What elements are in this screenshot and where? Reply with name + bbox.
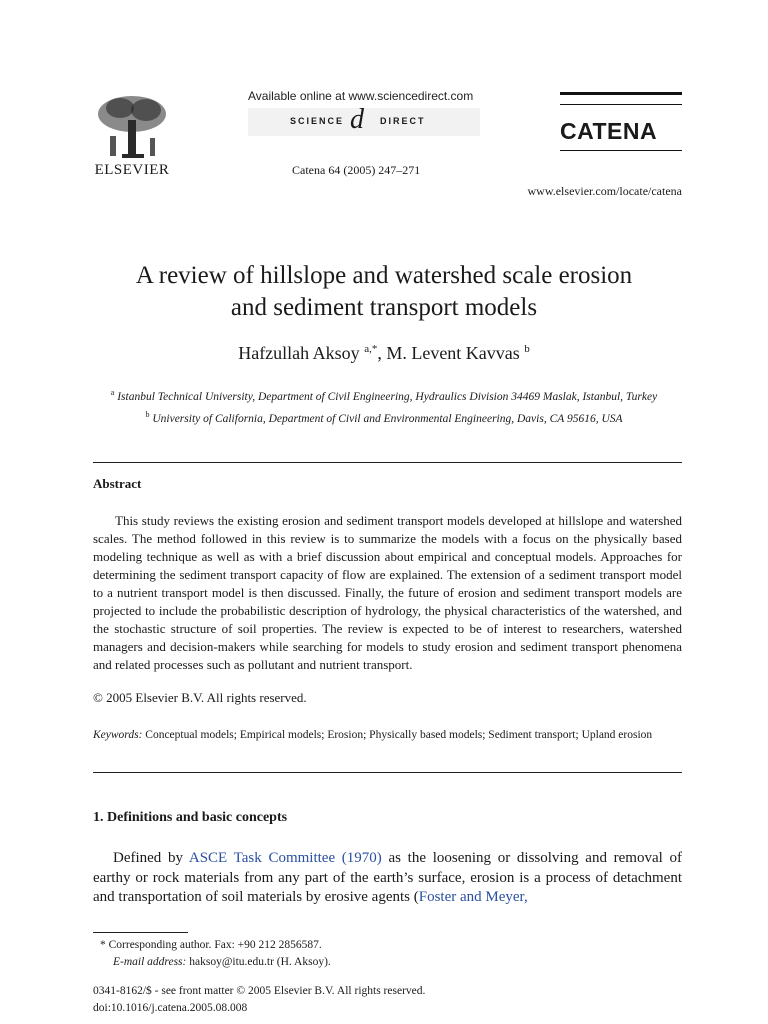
journal-url[interactable]: www.elsevier.com/locate/catena bbox=[527, 184, 682, 198]
affiliation-a bbox=[60, 384, 708, 406]
affiliation-a-mark: a bbox=[110, 388, 115, 397]
keywords bbox=[93, 727, 682, 744]
journal-rule-top bbox=[560, 92, 682, 105]
corresponding-author-note: * Corresponding author. Fax: +90 212 2856587. bbox=[100, 939, 322, 951]
abstract-top-rule bbox=[93, 462, 682, 463]
article-title bbox=[80, 260, 688, 324]
title-line-2: and sediment transport models bbox=[230, 294, 538, 321]
author-separator: , bbox=[377, 343, 387, 363]
body-paragraph bbox=[93, 849, 682, 908]
affiliation-b-mark: b bbox=[145, 409, 150, 419]
email-note bbox=[100, 954, 331, 971]
sd-logo-at: d bbox=[350, 104, 364, 135]
author-2-affiliation-mark: b bbox=[524, 343, 530, 355]
doi-line: doi:10.1016/j.catena.2005.08.008 bbox=[93, 1002, 248, 1014]
abstract-heading: Abstract bbox=[93, 476, 142, 491]
abstract-text: This study reviews the existing erosion and sediment transport models developed at hillslope and watershed scales. The method followed in this review is to summarize the models with a focus on the physically based modeling technique as well as with a brief discussion about empirical and conceptual models. Approaches for determining the sediment transport capacity of flow are explained. The extension of a sediment transport model to a nutrient transport model is then discussed. Finally, the future of erosion and sediment transport models are projected to include the probabilistic description of hydrology, the physical characteristics of the watershed, and the stochastic structure of soil properties. The review is expected to be of interest to researchers, watershed managers and decision-makers while searching for models to study erosion and sediment transport phenomena and related processes such as pollutant and nutrient transport. bbox=[93, 513, 682, 672]
affiliation-a-text: Istanbul Technical University, Department of Civil Engineering, Hydraulics Division 34469 Maslak, Istanbul, Turkey bbox=[117, 390, 658, 403]
affiliations bbox=[60, 384, 708, 428]
citation-link-asce[interactable]: ASCE Task Committee (1970) bbox=[188, 850, 382, 866]
footnote-rule bbox=[93, 932, 188, 933]
affiliation-b bbox=[60, 406, 708, 428]
publisher-name: ELSEVIER bbox=[94, 162, 170, 178]
available-online-text: Available online at www.sciencedirect.com bbox=[248, 89, 474, 103]
section-heading: 1. Definitions and basic concepts bbox=[93, 810, 288, 825]
journal-citation: Catena 64 (2005) 247–271 bbox=[292, 163, 421, 177]
sd-logo-right: DIRECT bbox=[380, 116, 426, 126]
keywords-label: Keywords: bbox=[93, 729, 143, 741]
abstract-bottom-rule bbox=[93, 772, 682, 773]
sciencedirect-logo bbox=[248, 104, 480, 136]
paragraph-text-1: Defined by bbox=[113, 850, 189, 866]
abstract-copyright: © 2005 Elsevier B.V. All rights reserved. bbox=[93, 690, 307, 705]
affiliation-b-text: University of California, Department of Civil and Environmental Engineering, Davis, CA 95616, USA bbox=[152, 412, 623, 425]
email-label: E-mail address: bbox=[113, 956, 187, 968]
author-2: M. Levent Kavvas bbox=[386, 343, 520, 363]
author-1-affiliation-mark: a,* bbox=[364, 343, 378, 355]
author-list bbox=[80, 343, 688, 364]
journal-rule-bottom bbox=[560, 150, 682, 151]
email-address: haksoy@itu.edu.tr (H. Aksoy). bbox=[186, 956, 331, 968]
issn-line: 0341-8162/$ - see front matter © 2005 Elsevier B.V. All rights reserved. bbox=[93, 985, 426, 997]
keywords-list: Conceptual models; Empirical models; Erosion; Physically based models; Sediment transport; Upland erosion bbox=[142, 729, 653, 741]
author-1: Hafzullah Aksoy bbox=[238, 343, 360, 363]
paragraph-text-2: as the loosening or dissolving and removal of earthy or rock materials from any part of the earth’s surface, erosion is a process of detachment and transportation of soil materials by erosive agents ( bbox=[93, 850, 682, 905]
journal-title: CATENA bbox=[560, 118, 658, 144]
citation-link-foster-meyer[interactable]: Foster and Meyer, bbox=[418, 889, 528, 905]
title-line-1: A review of hillslope and watershed scale erosion bbox=[135, 262, 633, 289]
footnote bbox=[100, 937, 331, 971]
front-matter bbox=[93, 983, 425, 1017]
sd-logo-left: SCIENCE bbox=[290, 116, 345, 126]
